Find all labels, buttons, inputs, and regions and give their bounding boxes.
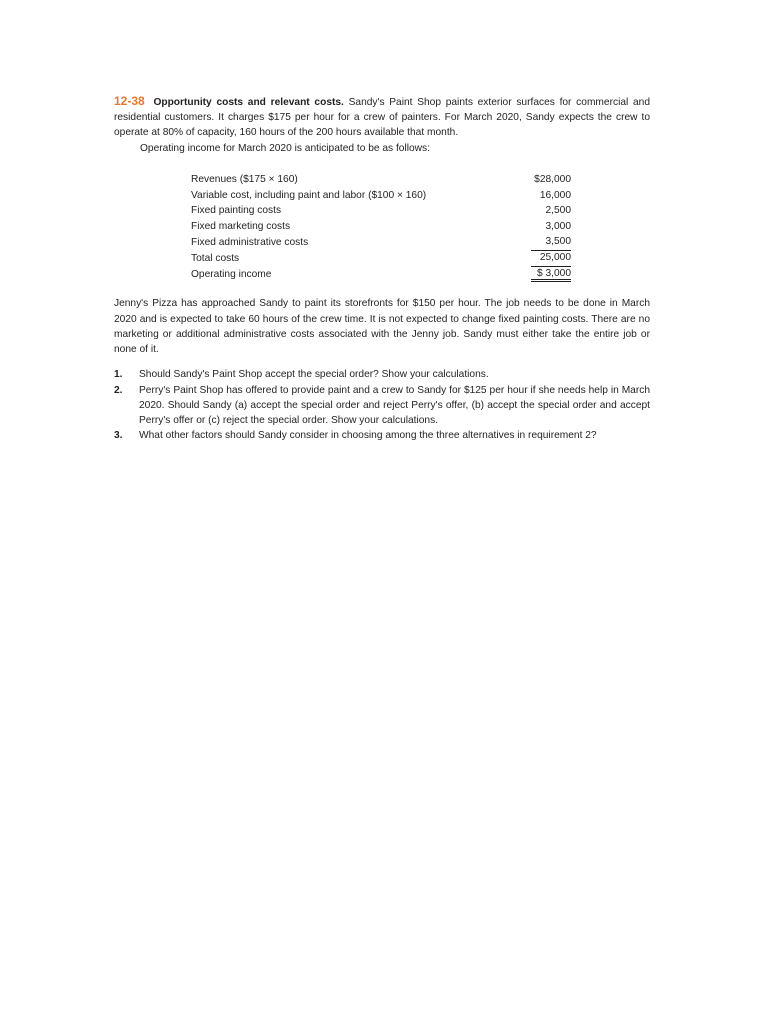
row-label: Fixed painting costs: [191, 205, 282, 217]
requirement-text: Perry's Paint Shop has offered to provide paint and a crew to Sandy for $125 per hour if she needs help in March 2020. Should Sandy (a) accept the special order and reject Perry's offer, (b) accept the special order and accept Perry's offer or (c) reject the special order. Show your calculations.: [139, 384, 650, 426]
row-label: Fixed administrative costs: [191, 237, 309, 248]
problem-number: 12-38: [114, 94, 145, 108]
table-row-fixed-admin: [191, 235, 571, 251]
row-label: Fixed marketing costs: [191, 221, 291, 233]
requirement-text: Should Sandy's Paint Shop accept the special order? Show your calculations.: [139, 369, 489, 381]
table-row-total-costs: [191, 251, 571, 267]
requirement-number: 2.: [114, 384, 123, 396]
table-lead-in: Operating income for March 2020 is anticipated to be as follows:: [140, 142, 430, 154]
row-amount: $28,000: [534, 173, 571, 185]
requirement-item: [114, 428, 650, 443]
row-label: Revenues ($175 × 160): [191, 173, 298, 185]
problem-page: [114, 94, 650, 443]
table-row-fixed-marketing: [191, 219, 571, 235]
row-amount: 25,000: [531, 251, 571, 267]
requirement-number: 1.: [114, 369, 123, 381]
row-amount: 16,000: [539, 189, 571, 201]
special-order-paragraph: Jenny's Pizza has approached Sandy to paint its storefronts for $150 per hour. The job needs to be done in March 2020 and is expected to take 60 hours of the crew time. It is not expected to change fixed painting costs. There are no marketing or additional administrative costs associated with the Jenny job. Sandy must either take the entire job or none of it.: [114, 298, 650, 355]
row-label: Total costs: [191, 252, 240, 264]
requirement-item: [114, 367, 650, 382]
row-amount: 3,500: [531, 235, 571, 251]
row-label: Variable cost, including paint and labor ($100 × 160): [191, 189, 427, 201]
problem-intro: [114, 94, 650, 141]
table-row-fixed-painting: [191, 203, 571, 219]
requirement-text: What other factors should Sandy consider in choosing among the three alternatives in requirement 2?: [139, 430, 597, 442]
requirements-list: [114, 367, 650, 443]
table-row-operating-income: [191, 267, 571, 283]
requirement-number: 3.: [114, 430, 123, 442]
table-row-variable-cost: [191, 188, 571, 204]
row-amount: 3,000: [545, 221, 571, 233]
problem-title: Opportunity costs and relevant costs.: [153, 97, 344, 108]
problem-intro-text: Sandy's Paint Shop paints exterior surfaces for commercial and residential customers. It charges $175 per hour for a crew of painters. For March 2020, Sandy expects the crew to operate at 80% of capacity, 160 hours of the 200 hours available that month.: [114, 97, 650, 139]
table-row-revenues: [191, 172, 571, 188]
row-amount: $ 3,000: [531, 267, 571, 283]
row-amount: 2,500: [545, 205, 571, 217]
requirement-item: [114, 383, 650, 429]
operating-income-table: [191, 172, 571, 283]
row-label: Operating income: [191, 268, 272, 280]
